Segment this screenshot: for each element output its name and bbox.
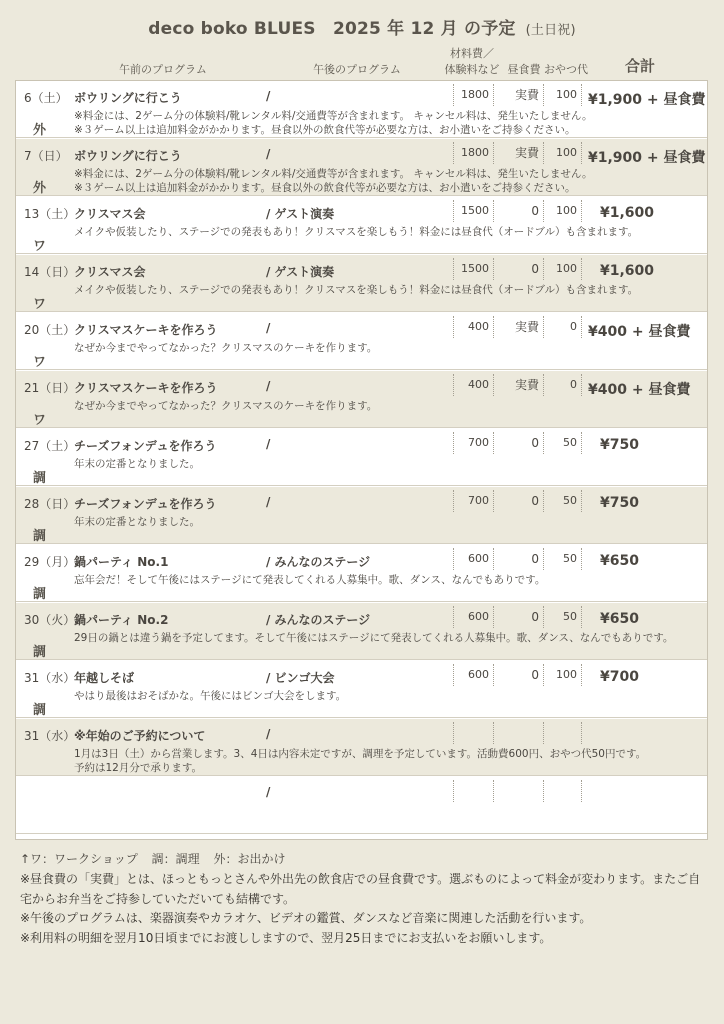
lunch-cell: 0: [493, 606, 543, 628]
table-row: [16, 81, 707, 138]
footnote: ※昼食費の「実費」とは、ほっともっとさんや外出先の飲食店での昼食費です。選ぶものによって料金が変わります。またご自宅からお弁当をご持参していただいても結構です。: [20, 872, 701, 906]
total-cell: ¥1,600: [600, 263, 655, 279]
snack-cell: 50: [543, 548, 581, 570]
total-cell: ¥750: [600, 495, 639, 511]
snack-cell: 50: [543, 490, 581, 512]
category-cell: 調: [33, 587, 47, 602]
am-program-cell: クリスマス会: [74, 265, 146, 279]
fee-cell: 1800: [453, 142, 493, 164]
pm-program-cell: / ゲスト演奏: [266, 265, 335, 279]
pm-program-cell: / ビンゴ大会: [266, 671, 335, 685]
note-cell: ※料金には、2ゲーム分の体験料/靴レンタル料/交通費等が含まれます。 キャンセル料は、発生いたしません。 ※３ゲーム以上は追加料金がかかります。昼食以外の飲食代等が必要な方は、お小遣いをご持参ください。: [74, 110, 593, 136]
date-cell: 6（土）: [24, 91, 68, 105]
table-row: [16, 603, 707, 660]
category-cell: 外: [33, 181, 47, 196]
lunch-cell: 0: [493, 200, 543, 222]
note-cell: メイクや仮装したり、ステージでの発表もあり！クリスマスを楽しもう！料金には昼食代（オードブル）も含まれます。: [74, 284, 639, 296]
fee-cell: 600: [453, 548, 493, 570]
fee-cell: 700: [453, 432, 493, 454]
snack-cell: 0: [543, 374, 581, 396]
pm-program-cell: / みんなのステージ: [266, 555, 371, 569]
lunch-cell: 0: [493, 664, 543, 686]
table-row: [16, 545, 707, 602]
title-main: deco boko BLUES 2025 年 12 月 の予定: [148, 19, 516, 39]
column-divider: [581, 606, 582, 628]
column-divider: [581, 374, 582, 396]
am-program-cell: ボウリングに行こう: [74, 91, 182, 105]
snack-cell: 0: [543, 316, 581, 338]
column-divider: [581, 664, 582, 686]
table-row: [16, 255, 707, 312]
legend-outing: 外：お出かけ: [213, 852, 286, 866]
pm-program-cell: /: [266, 437, 271, 451]
am-program-cell: クリスマスケーキを作ろう: [74, 323, 218, 337]
total-cell: ¥1,900 + 昼食費: [588, 92, 706, 108]
lunch-cell: 0: [493, 432, 543, 454]
total-cell: ¥700: [600, 669, 639, 685]
date-cell: 31（水）: [24, 729, 76, 743]
pm-program-cell: /: [266, 89, 271, 103]
date-cell: 28（日）: [24, 497, 76, 511]
header-total: 合計: [624, 57, 655, 75]
lunch-cell: 0: [493, 548, 543, 570]
lunch-cell: [493, 780, 543, 802]
date-cell: 13（土）: [24, 207, 76, 221]
category-cell: ワ: [33, 413, 47, 428]
snack-cell: 100: [543, 84, 581, 106]
snack-cell: [543, 722, 581, 744]
lunch-cell: 0: [493, 258, 543, 280]
table-row: [16, 661, 707, 718]
footnote: ※午後のプログラムは、楽器演奏やカラオケ、ビデオの鑑賞、ダンスなど音楽に関連した活動を行います。: [20, 911, 592, 925]
category-cell: 調: [33, 529, 47, 544]
pm-program-cell: /: [266, 495, 271, 509]
fee-cell: 600: [453, 664, 493, 686]
am-program-cell: クリスマス会: [74, 207, 146, 221]
am-program-cell: 鍋パーティ No.1: [74, 555, 169, 569]
fee-cell: 400: [453, 316, 493, 338]
lunch-cell: 0: [493, 490, 543, 512]
note-cell: なぜか今までやってなかった？クリスマスのケーキを作ります。: [74, 342, 378, 354]
category-cell: 調: [33, 703, 47, 718]
am-program-cell: 鍋パーティ No.2: [74, 613, 169, 627]
date-cell: 21（日）: [24, 381, 76, 395]
am-program-cell: チーズフォンデュを作ろう: [74, 497, 217, 511]
pm-program-cell: / ゲスト演奏: [266, 207, 335, 221]
schedule-table: [15, 80, 708, 840]
legend-workshop: ↑ワ：ワークショップ: [20, 852, 138, 866]
fee-cell: 400: [453, 374, 493, 396]
category-cell: ワ: [33, 297, 47, 312]
column-divider: [581, 432, 582, 454]
total-cell: ¥650: [600, 553, 639, 569]
fee-cell: 1500: [453, 258, 493, 280]
snack-cell: 100: [543, 200, 581, 222]
lunch-cell: 実費: [493, 374, 543, 396]
lunch-cell: 実費: [493, 142, 543, 164]
column-divider: [581, 200, 582, 222]
legend: [20, 850, 296, 867]
pm-program-cell: /: [266, 147, 271, 161]
note-cell: ※料金には、2ゲーム分の体験料/靴レンタル料/交通費等が含まれます。 キャンセル料は、発生いたしません。 ※３ゲーム以上は追加料金がかかります。昼食以外の飲食代等が必要な方は、お小遣いをご持参ください。: [74, 168, 593, 194]
fee-cell: 1800: [453, 84, 493, 106]
snack-cell: 100: [543, 142, 581, 164]
note-cell: 年末の定番となりました。: [74, 458, 200, 470]
page-title: [0, 14, 724, 39]
column-divider: [581, 780, 582, 802]
table-row: [16, 719, 707, 776]
lunch-cell: 実費: [493, 84, 543, 106]
footnote: ※利用料の明細を翌月10日頃までにお渡ししますので、翌月25日までにお支払いをお願いします。: [20, 930, 552, 945]
header-pm: 午後のプログラム: [313, 63, 401, 76]
date-cell: 27（土）: [24, 439, 76, 453]
footnotes: [20, 870, 710, 948]
pm-program-cell: /: [266, 379, 271, 393]
fee-cell: 600: [453, 606, 493, 628]
column-divider: [581, 258, 582, 280]
category-cell: ワ: [33, 355, 47, 370]
column-divider: [581, 490, 582, 512]
am-program-cell: チーズフォンデュを作ろう: [74, 439, 217, 453]
date-cell: 7（日）: [24, 149, 68, 163]
am-program-cell: クリスマスケーキを作ろう: [74, 381, 218, 395]
header-lunch: 昼食費: [507, 63, 541, 76]
note-cell: メイクや仮装したり、ステージでの発表もあり！クリスマスを楽しもう！料金には昼食代（オードブル）も含まれます。: [74, 226, 639, 238]
total-cell: ¥400 + 昼食費: [588, 382, 691, 398]
title-sub: (土日祝): [525, 23, 576, 38]
category-cell: ワ: [33, 239, 47, 254]
column-divider: [581, 316, 582, 338]
fee-cell: 700: [453, 490, 493, 512]
table-row: [16, 313, 707, 370]
total-cell: ¥650: [600, 611, 639, 627]
legend-cooking: 調：調理: [151, 852, 200, 866]
note-cell: 忘年会だ！そして午後にはステージにて発表してくれる人募集中。歌、ダンス、なんでもありです。: [74, 574, 546, 586]
note-cell: やはり最後はおそばかな。午後にはビンゴ大会をします。: [74, 690, 347, 702]
date-cell: 20（土）: [24, 323, 76, 337]
header-snack: おやつ代: [544, 63, 588, 76]
date-cell: 29（月）: [24, 555, 76, 569]
total-cell: ¥400 + 昼食費: [588, 324, 691, 340]
category-cell: 外: [33, 123, 47, 138]
fee-cell: [453, 722, 493, 744]
note-cell: 年末の定番となりました。: [74, 516, 200, 528]
note-cell: なぜか今までやってなかった？クリスマスのケーキを作ります。: [74, 400, 378, 412]
category-cell: 調: [33, 471, 47, 486]
table-row: [16, 777, 707, 834]
header-fee-line1: 材料費／: [450, 47, 494, 60]
lunch-cell: 実費: [493, 316, 543, 338]
date-cell: 30（火）: [24, 613, 76, 627]
date-cell: 31（水）: [24, 671, 76, 685]
pm-program-cell: / みんなのステージ: [266, 613, 371, 627]
snack-cell: 100: [543, 664, 581, 686]
column-divider: [581, 142, 582, 164]
pm-program-cell: /: [266, 727, 271, 741]
am-program-cell: ※年始のご予約について: [74, 729, 206, 743]
total-cell: ¥750: [600, 437, 639, 453]
note-cell: 29日の鍋とは違う鍋を予定してます。そして午後にはステージにて発表してくれる人募集中。歌、ダンス、なんでもありです。: [74, 632, 674, 644]
table-row: [16, 371, 707, 428]
total-cell: ¥1,600: [600, 205, 655, 221]
snack-cell: 100: [543, 258, 581, 280]
column-divider: [581, 548, 582, 570]
am-program-cell: ボウリングに行こう: [74, 149, 182, 163]
header-fee-line2: 体験料など: [444, 63, 500, 76]
table-row: [16, 139, 707, 196]
category-cell: 調: [33, 645, 47, 660]
table-row: [16, 487, 707, 544]
header-am: 午前のプログラム: [119, 63, 207, 76]
fee-cell: 1500: [453, 200, 493, 222]
note-cell: 1月は3日（土）から営業します。3、4日は内容未定ですが、調理を予定しています。活動費600円、おやつ代50円です。 予約は12月分で承ります。: [74, 748, 647, 774]
pm-program-cell: /: [266, 785, 271, 799]
lunch-cell: [493, 722, 543, 744]
snack-cell: [543, 780, 581, 802]
snack-cell: 50: [543, 606, 581, 628]
snack-cell: 50: [543, 432, 581, 454]
date-cell: 14（日）: [24, 265, 76, 279]
column-divider: [581, 84, 582, 106]
total-cell: ¥1,900 + 昼食費: [588, 150, 706, 166]
table-row: [16, 429, 707, 486]
fee-cell: [453, 780, 493, 802]
table-row: [16, 197, 707, 254]
column-divider: [581, 722, 582, 744]
pm-program-cell: /: [266, 321, 271, 335]
am-program-cell: 年越しそば: [74, 671, 135, 685]
